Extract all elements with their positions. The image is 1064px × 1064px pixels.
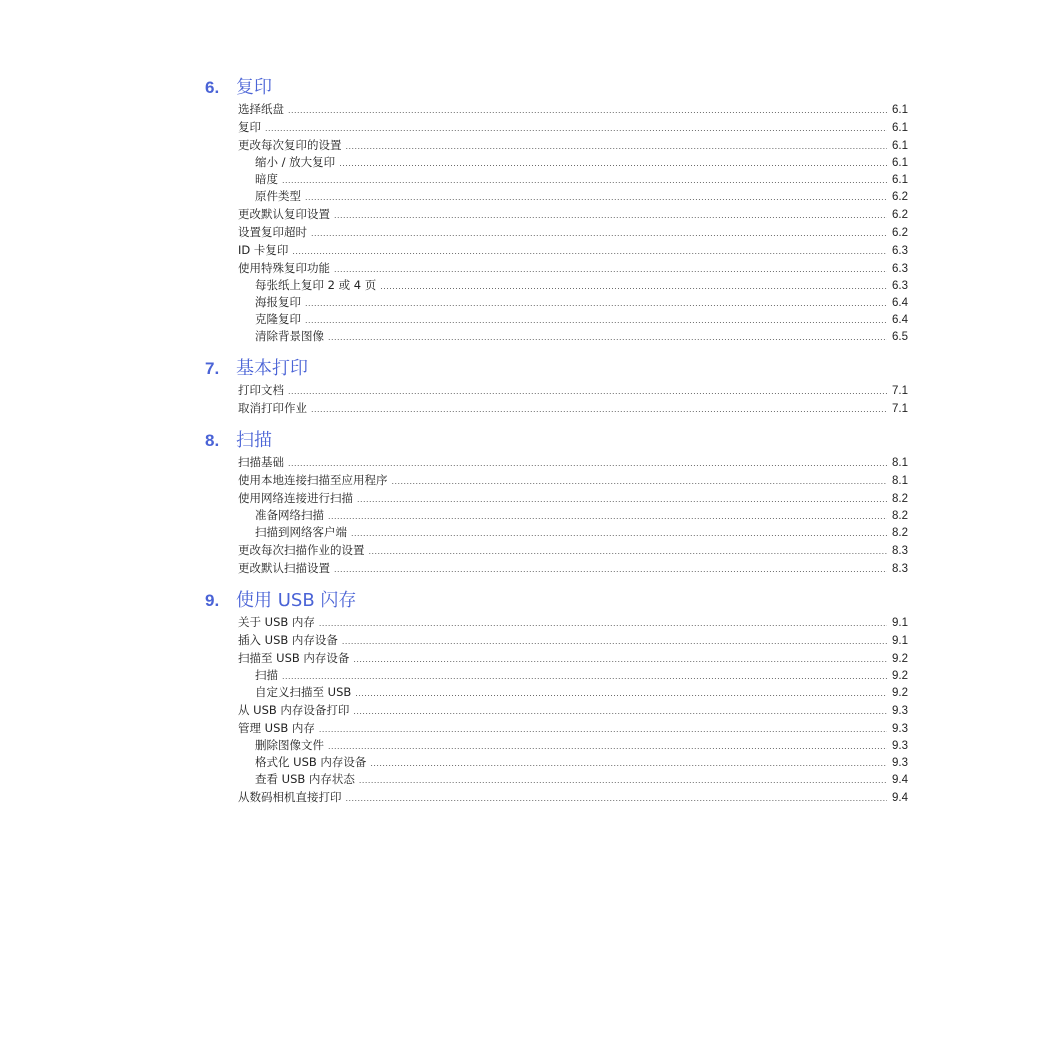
entry-title: 扫描到网络客户端 bbox=[255, 525, 347, 539]
dot-leader bbox=[370, 755, 887, 772]
toc-entry[interactable] bbox=[255, 294, 908, 311]
section-number: 7. bbox=[205, 359, 220, 378]
toc-entry[interactable] bbox=[255, 754, 908, 771]
toc-entry[interactable] bbox=[255, 277, 908, 294]
section-title: 复印 bbox=[236, 77, 272, 98]
page-number: 8.1 bbox=[892, 475, 908, 487]
page-number: 6.3 bbox=[892, 263, 908, 275]
toc-entry[interactable] bbox=[238, 242, 908, 259]
page-number: 9.4 bbox=[892, 774, 908, 786]
entry-title: 扫描基础 bbox=[238, 455, 284, 469]
entry-title: 打印文档 bbox=[238, 383, 284, 397]
dot-leader bbox=[369, 543, 888, 560]
entry-title: 更改默认复印设置 bbox=[238, 207, 330, 221]
dot-leader bbox=[305, 189, 887, 206]
toc-entry[interactable] bbox=[255, 737, 908, 754]
toc-entry[interactable] bbox=[238, 632, 908, 649]
entry-title: 暗度 bbox=[255, 172, 278, 186]
page-number: 9.1 bbox=[892, 617, 908, 629]
entry-title: 扫描至 USB 内存设备 bbox=[238, 651, 350, 665]
page-number: 9.3 bbox=[892, 740, 908, 752]
dot-leader bbox=[319, 615, 887, 632]
entry-title: 克隆复印 bbox=[255, 312, 301, 326]
section-number: 9. bbox=[205, 591, 220, 610]
toc-entry[interactable] bbox=[255, 171, 908, 188]
entry-title: 缩小 / 放大复印 bbox=[255, 155, 336, 169]
entry-title: 更改默认扫描设置 bbox=[238, 561, 330, 575]
section-title: 基本打印 bbox=[236, 358, 308, 379]
toc-entry[interactable] bbox=[238, 206, 908, 223]
page-number: 9.2 bbox=[892, 670, 908, 682]
section-number: 8. bbox=[205, 431, 220, 450]
page-number: 8.3 bbox=[892, 563, 908, 575]
page-number: 9.2 bbox=[892, 687, 908, 699]
page-number: 6.2 bbox=[892, 191, 908, 203]
entry-title: 更改每次扫描作业的设置 bbox=[238, 543, 365, 557]
entry-title: 扫描 bbox=[255, 668, 278, 682]
dot-leader bbox=[282, 172, 887, 189]
table-of-contents bbox=[205, 75, 908, 817]
dot-leader bbox=[392, 473, 888, 490]
dot-leader bbox=[288, 102, 887, 119]
entry-title: 从 USB 内存设备打印 bbox=[238, 703, 350, 717]
entry-title: 插入 USB 内存设备 bbox=[238, 633, 338, 647]
page-number: 6.2 bbox=[892, 209, 908, 221]
page-number: 8.2 bbox=[892, 510, 908, 522]
dot-leader bbox=[359, 772, 887, 789]
toc-entry[interactable] bbox=[238, 720, 908, 737]
page-number: 8.2 bbox=[892, 527, 908, 539]
toc-entry[interactable] bbox=[238, 260, 908, 277]
dot-leader bbox=[328, 738, 887, 755]
entry-title: 从数码相机直接打印 bbox=[238, 790, 342, 804]
dot-leader bbox=[328, 329, 887, 346]
entry-title: 原件类型 bbox=[255, 189, 301, 203]
page-number: 6.1 bbox=[892, 140, 908, 152]
toc-entry[interactable] bbox=[238, 542, 908, 559]
toc-entry[interactable] bbox=[238, 119, 908, 136]
entry-title: 删除图像文件 bbox=[255, 738, 324, 752]
entry-title: 设置复印超时 bbox=[238, 225, 307, 239]
entry-title: 取消打印作业 bbox=[238, 401, 307, 415]
dot-leader bbox=[311, 401, 887, 418]
page-number: 9.3 bbox=[892, 723, 908, 735]
toc-entry[interactable] bbox=[255, 154, 908, 171]
dot-leader bbox=[334, 207, 887, 224]
toc-section bbox=[205, 588, 908, 806]
toc-section bbox=[205, 75, 908, 345]
toc-entry[interactable] bbox=[255, 667, 908, 684]
section-heading[interactable] bbox=[205, 428, 908, 454]
toc-section bbox=[205, 428, 908, 577]
toc-entry[interactable] bbox=[238, 454, 908, 471]
toc-entry[interactable] bbox=[255, 771, 908, 788]
toc-entry[interactable] bbox=[255, 524, 908, 541]
toc-entry[interactable] bbox=[238, 472, 908, 489]
dot-leader bbox=[282, 668, 887, 685]
section-number: 6. bbox=[205, 78, 220, 97]
entry-title: 使用本地连接扫描至应用程序 bbox=[238, 473, 388, 487]
page-number: 8.2 bbox=[892, 493, 908, 505]
dot-leader bbox=[288, 383, 887, 400]
dot-leader bbox=[305, 312, 887, 329]
toc-entry[interactable] bbox=[238, 650, 908, 667]
page-number: 6.1 bbox=[892, 104, 908, 116]
dot-leader bbox=[292, 243, 887, 260]
entry-title: ID 卡复印 bbox=[238, 243, 289, 257]
entry-title: 清除背景图像 bbox=[255, 329, 324, 343]
dot-leader bbox=[288, 455, 887, 472]
toc-entry[interactable] bbox=[238, 400, 908, 417]
dot-leader bbox=[339, 155, 887, 172]
dot-leader bbox=[346, 138, 888, 155]
section-heading[interactable] bbox=[205, 75, 908, 101]
toc-entry[interactable] bbox=[255, 684, 908, 701]
page-number: 6.4 bbox=[892, 297, 908, 309]
toc-entry[interactable] bbox=[238, 382, 908, 399]
dot-leader bbox=[328, 508, 887, 525]
toc-entry[interactable] bbox=[238, 789, 908, 806]
toc-entry[interactable] bbox=[238, 224, 908, 241]
page-number: 6.1 bbox=[892, 174, 908, 186]
toc-entry[interactable] bbox=[255, 188, 908, 205]
dot-leader bbox=[353, 651, 887, 668]
page-number: 6.1 bbox=[892, 157, 908, 169]
page-number: 9.3 bbox=[892, 757, 908, 769]
entry-title: 格式化 USB 内存设备 bbox=[255, 755, 367, 769]
entry-title: 管理 USB 内存 bbox=[238, 721, 315, 735]
toc-entry[interactable] bbox=[238, 560, 908, 577]
toc-entry[interactable] bbox=[238, 137, 908, 154]
page-number: 6.5 bbox=[892, 331, 908, 343]
entry-title: 更改每次复印的设置 bbox=[238, 138, 342, 152]
entry-title: 使用网络连接进行扫描 bbox=[238, 491, 353, 505]
page-number: 7.1 bbox=[892, 385, 908, 397]
entry-title: 查看 USB 内存状态 bbox=[255, 772, 355, 786]
page-number: 6.1 bbox=[892, 122, 908, 134]
toc-entry[interactable] bbox=[238, 101, 908, 118]
toc-entry[interactable] bbox=[255, 328, 908, 345]
dot-leader bbox=[357, 491, 887, 508]
toc-entry[interactable] bbox=[238, 490, 908, 507]
entry-title: 每张纸上复印 2 或 4 页 bbox=[255, 278, 377, 292]
page-number: 9.4 bbox=[892, 792, 908, 804]
dot-leader bbox=[265, 120, 887, 137]
toc-entry[interactable] bbox=[255, 311, 908, 328]
toc-entry[interactable] bbox=[238, 614, 908, 631]
dot-leader bbox=[346, 790, 888, 807]
dot-leader bbox=[353, 703, 887, 720]
dot-leader bbox=[305, 295, 887, 312]
section-heading[interactable] bbox=[205, 588, 908, 614]
page-number: 6.2 bbox=[892, 227, 908, 239]
entry-title: 海报复印 bbox=[255, 295, 301, 309]
entry-title: 选择纸盘 bbox=[238, 102, 284, 116]
entry-title: 自定义扫描至 USB bbox=[255, 685, 352, 699]
entry-title: 准备网络扫描 bbox=[255, 508, 324, 522]
page-number: 9.3 bbox=[892, 705, 908, 717]
page-number: 6.4 bbox=[892, 314, 908, 326]
section-heading[interactable] bbox=[205, 356, 908, 382]
dot-leader bbox=[355, 685, 887, 702]
page-number: 9.1 bbox=[892, 635, 908, 647]
toc-entry[interactable] bbox=[238, 702, 908, 719]
page-number: 8.3 bbox=[892, 545, 908, 557]
dot-leader bbox=[334, 261, 887, 278]
dot-leader bbox=[334, 561, 887, 578]
page-number: 8.1 bbox=[892, 457, 908, 469]
page-number: 9.2 bbox=[892, 653, 908, 665]
dot-leader bbox=[319, 721, 887, 738]
page-number: 6.3 bbox=[892, 245, 908, 257]
toc-section bbox=[205, 356, 908, 417]
dot-leader bbox=[380, 278, 887, 295]
section-title: 使用 USB 闪存 bbox=[236, 590, 357, 611]
page-number: 6.3 bbox=[892, 280, 908, 292]
dot-leader bbox=[351, 525, 887, 542]
entry-title: 使用特殊复印功能 bbox=[238, 261, 330, 275]
entry-title: 复印 bbox=[238, 120, 261, 134]
page-number: 7.1 bbox=[892, 403, 908, 415]
toc-entry[interactable] bbox=[255, 507, 908, 524]
entry-title: 关于 USB 内存 bbox=[238, 615, 315, 629]
dot-leader bbox=[311, 225, 887, 242]
dot-leader bbox=[342, 633, 887, 650]
section-title: 扫描 bbox=[236, 430, 272, 451]
